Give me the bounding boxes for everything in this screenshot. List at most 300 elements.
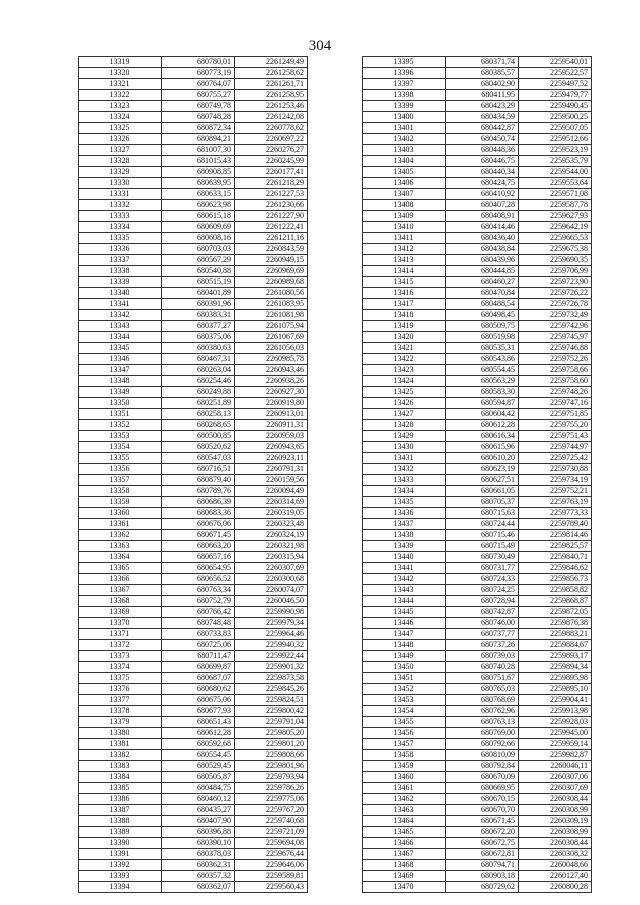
x-coordinate-cell: 680408,91 [446,211,519,222]
y-coordinate-cell: 2259512,66 [519,134,592,145]
table-row [363,651,592,662]
point-number-cell: 13444 [363,596,446,607]
point-number-cell: 13457 [363,739,446,750]
y-coordinate-cell: 2259873,58 [235,673,308,684]
point-number-cell: 13373 [79,651,162,662]
y-coordinate-cell: 2259747,16 [519,398,592,409]
x-coordinate-cell: 680460,12 [162,794,235,805]
x-coordinate-cell: 680254,46 [162,376,235,387]
table-row [79,695,308,706]
point-number-cell: 13340 [79,288,162,299]
x-coordinate-cell: 680535,31 [446,343,519,354]
point-number-cell: 13323 [79,101,162,112]
table-row [363,365,592,376]
table-row [79,772,308,783]
table-row [79,783,308,794]
y-coordinate-cell: 2259744,97 [519,442,592,453]
y-coordinate-cell: 2260778,62 [235,123,308,134]
y-coordinate-cell: 2259901,32 [235,662,308,673]
table-row [79,794,308,805]
x-coordinate-cell: 680563,29 [446,376,519,387]
x-coordinate-cell: 680609,69 [162,222,235,233]
table-row [79,882,308,893]
table-row [79,464,308,475]
point-number-cell: 13346 [79,354,162,365]
point-number-cell: 13338 [79,266,162,277]
x-coordinate-cell: 680766,42 [162,607,235,618]
y-coordinate-cell: 2260324,19 [235,530,308,541]
y-coordinate-cell: 2260321,98 [235,541,308,552]
y-coordinate-cell: 2260314,69 [235,497,308,508]
point-number-cell: 13385 [79,783,162,794]
x-coordinate-cell: 680765,03 [446,684,519,695]
point-number-cell: 13425 [363,387,446,398]
point-number-cell: 13464 [363,816,446,827]
y-coordinate-cell: 2261261,71 [235,79,308,90]
x-coordinate-cell: 680711,47 [162,651,235,662]
point-number-cell: 13470 [363,882,446,893]
y-coordinate-cell: 2259748,26 [519,387,592,398]
x-coordinate-cell: 680879,40 [162,475,235,486]
y-coordinate-cell: 2259868,87 [519,596,592,607]
y-coordinate-cell: 2259805,20 [235,728,308,739]
table-row [79,486,308,497]
y-coordinate-cell: 2260315,94 [235,552,308,563]
x-coordinate-cell: 680749,78 [162,101,235,112]
x-coordinate-cell: 680728,94 [446,596,519,607]
table-row [363,629,592,640]
point-number-cell: 13465 [363,827,446,838]
point-number-cell: 13468 [363,860,446,871]
table-row [79,761,308,772]
table-row [363,530,592,541]
table-row [363,233,592,244]
y-coordinate-cell: 2259940,32 [235,640,308,651]
x-coordinate-cell: 680268,65 [162,420,235,431]
table-row [363,728,592,739]
table-row [363,684,592,695]
x-coordinate-cell: 680396,88 [162,827,235,838]
x-coordinate-cell: 680768,69 [446,695,519,706]
x-coordinate-cell: 680671,45 [162,530,235,541]
table-row [363,772,592,783]
x-coordinate-cell: 680748,48 [162,618,235,629]
table-row [79,497,308,508]
y-coordinate-cell: 2260943,65 [235,442,308,453]
x-coordinate-cell: 680378,03 [162,849,235,860]
table-row [363,376,592,387]
x-coordinate-cell: 680554,45 [446,365,519,376]
y-coordinate-cell: 2259535,79 [519,156,592,167]
point-number-cell: 13397 [363,79,446,90]
point-number-cell: 13342 [79,310,162,321]
point-number-cell: 13432 [363,464,446,475]
y-coordinate-cell: 2259742,96 [519,321,592,332]
x-coordinate-cell: 680737,26 [446,640,519,651]
x-coordinate-cell: 680258,13 [162,409,235,420]
y-coordinate-cell: 2260911,31 [235,420,308,431]
point-number-cell: 13430 [363,442,446,453]
point-number-cell: 13412 [363,244,446,255]
table-row [363,431,592,442]
table-row [363,475,592,486]
point-number-cell: 13426 [363,398,446,409]
table-row [363,222,592,233]
table-row [79,673,308,684]
table-row [79,607,308,618]
point-number-cell: 13451 [363,673,446,684]
point-number-cell: 13449 [363,651,446,662]
point-number-cell: 13369 [79,607,162,618]
table-row [79,640,308,651]
x-coordinate-cell: 680540,88 [162,266,235,277]
y-coordinate-cell: 2260308,32 [519,849,592,860]
x-coordinate-cell: 680554,45 [162,750,235,761]
table-row [363,409,592,420]
point-number-cell: 13332 [79,200,162,211]
table-row [79,728,308,739]
table-row [363,321,592,332]
point-number-cell: 13354 [79,442,162,453]
point-number-cell: 13352 [79,420,162,431]
x-coordinate-cell: 680731,77 [446,563,519,574]
y-coordinate-cell: 2259752,26 [519,354,592,365]
table-row [363,57,592,68]
x-coordinate-cell: 680672,81 [446,849,519,860]
table-row [79,453,308,464]
y-coordinate-cell: 2259884,67 [519,640,592,651]
y-coordinate-cell: 2259990,98 [235,607,308,618]
x-coordinate-cell: 680440,34 [446,167,519,178]
x-coordinate-cell: 680592,68 [162,739,235,750]
point-number-cell: 13439 [363,541,446,552]
point-number-cell: 13386 [79,794,162,805]
x-coordinate-cell: 680567,29 [162,255,235,266]
table-row [79,101,308,112]
point-number-cell: 13418 [363,310,446,321]
point-number-cell: 13360 [79,508,162,519]
y-coordinate-cell: 2259791,04 [235,717,308,728]
y-coordinate-cell: 2259665,53 [519,233,592,244]
y-coordinate-cell: 2259755,20 [519,420,592,431]
table-row [363,849,592,860]
point-number-cell: 13351 [79,409,162,420]
table-row [363,255,592,266]
y-coordinate-cell: 2259751,43 [519,431,592,442]
y-coordinate-cell: 2259883,21 [519,629,592,640]
y-coordinate-cell: 2260127,40 [519,871,592,882]
y-coordinate-cell: 2259522,57 [519,68,592,79]
y-coordinate-cell: 2260307,06 [519,772,592,783]
x-coordinate-cell: 680435,27 [162,805,235,816]
x-coordinate-cell: 680448,36 [446,145,519,156]
point-number-cell: 13427 [363,409,446,420]
point-number-cell: 13398 [363,90,446,101]
point-number-cell: 13448 [363,640,446,651]
table-row [363,178,592,189]
x-coordinate-cell: 680515,19 [162,277,235,288]
table-row [79,112,308,123]
coordinates-table-body [363,57,592,893]
point-number-cell: 13322 [79,90,162,101]
point-number-cell: 13414 [363,266,446,277]
table-row [79,178,308,189]
x-coordinate-cell: 680699,87 [162,662,235,673]
point-number-cell: 13437 [363,519,446,530]
y-coordinate-cell: 2260308,99 [519,827,592,838]
table-row [79,145,308,156]
point-number-cell: 13356 [79,464,162,475]
y-coordinate-cell: 2261083,95 [235,299,308,310]
table-row [79,541,308,552]
table-row [79,222,308,233]
table-row [363,486,592,497]
y-coordinate-cell: 2261081,98 [235,310,308,321]
point-number-cell: 13328 [79,156,162,167]
y-coordinate-cell: 2261249,49 [235,57,308,68]
point-number-cell: 13442 [363,574,446,585]
point-number-cell: 13334 [79,222,162,233]
x-coordinate-cell: 680438,84 [446,244,519,255]
point-number-cell: 13403 [363,145,446,156]
point-number-cell: 13400 [363,112,446,123]
point-number-cell: 13466 [363,838,446,849]
point-number-cell: 13353 [79,431,162,442]
x-coordinate-cell: 680402,90 [446,79,519,90]
point-number-cell: 13463 [363,805,446,816]
table-row [79,706,308,717]
table-row [363,101,592,112]
y-coordinate-cell: 2259894,34 [519,662,592,673]
table-row [363,310,592,321]
y-coordinate-cell: 2260943,46 [235,365,308,376]
point-number-cell: 13395 [363,57,446,68]
y-coordinate-cell: 2259913,98 [519,706,592,717]
point-number-cell: 13348 [79,376,162,387]
x-coordinate-cell: 680669,95 [446,783,519,794]
point-number-cell: 13366 [79,574,162,585]
point-number-cell: 13320 [79,68,162,79]
y-coordinate-cell: 2259676,44 [235,849,308,860]
table-row [363,794,592,805]
y-coordinate-cell: 2260949,15 [235,255,308,266]
table-row [363,343,592,354]
x-coordinate-cell: 680460,27 [446,277,519,288]
table-row [79,277,308,288]
y-coordinate-cell: 2259732,49 [519,310,592,321]
table-row [79,684,308,695]
y-coordinate-cell: 2259734,19 [519,475,592,486]
x-coordinate-cell: 680604,42 [446,409,519,420]
table-row [363,167,592,178]
point-number-cell: 13327 [79,145,162,156]
x-coordinate-cell: 680410,92 [446,189,519,200]
y-coordinate-cell: 2260048,66 [519,860,592,871]
table-row [363,574,592,585]
point-number-cell: 13330 [79,178,162,189]
table-row [363,607,592,618]
x-coordinate-cell: 680670,70 [446,805,519,816]
x-coordinate-cell: 680748,28 [162,112,235,123]
x-coordinate-cell: 680362,31 [162,860,235,871]
y-coordinate-cell: 2259801,96 [235,761,308,772]
point-number-cell: 13381 [79,739,162,750]
y-coordinate-cell: 2259553,64 [519,178,592,189]
y-coordinate-cell: 2259928,03 [519,717,592,728]
point-number-cell: 13453 [363,695,446,706]
point-number-cell: 13355 [79,453,162,464]
y-coordinate-cell: 2260046,50 [235,596,308,607]
x-coordinate-cell: 680792,84 [446,761,519,772]
x-coordinate-cell: 680724,44 [446,519,519,530]
x-coordinate-cell: 680390,10 [162,838,235,849]
y-coordinate-cell: 2260307,69 [519,783,592,794]
table-row [79,618,308,629]
point-number-cell: 13378 [79,706,162,717]
x-coordinate-cell: 680661,05 [446,486,519,497]
y-coordinate-cell: 2260309,19 [519,816,592,827]
table-row [363,717,592,728]
point-number-cell: 13452 [363,684,446,695]
table-row [79,805,308,816]
y-coordinate-cell: 2259725,42 [519,453,592,464]
table-row [79,552,308,563]
x-coordinate-cell: 680769,00 [446,728,519,739]
point-number-cell: 13435 [363,497,446,508]
coordinates-table-right [362,56,592,893]
table-row [363,68,592,79]
point-number-cell: 13392 [79,860,162,871]
y-coordinate-cell: 2261056,03 [235,343,308,354]
x-coordinate-cell: 680670,09 [446,772,519,783]
y-coordinate-cell: 2259544,00 [519,167,592,178]
x-coordinate-cell: 680543,86 [446,354,519,365]
point-number-cell: 13458 [363,750,446,761]
y-coordinate-cell: 2259500,25 [519,112,592,123]
table-row [363,750,592,761]
point-number-cell: 13407 [363,189,446,200]
x-coordinate-cell: 680411,95 [446,90,519,101]
x-coordinate-cell: 680529,45 [162,761,235,772]
point-number-cell: 13393 [79,871,162,882]
x-coordinate-cell: 680380,63 [162,343,235,354]
table-row [79,299,308,310]
x-coordinate-cell: 680729,62 [446,882,519,893]
y-coordinate-cell: 2259964,46 [235,629,308,640]
y-coordinate-cell: 2259642,19 [519,222,592,233]
point-number-cell: 13446 [363,618,446,629]
x-coordinate-cell: 680623,19 [446,464,519,475]
table-row [363,332,592,343]
table-row [363,79,592,90]
y-coordinate-cell: 2259767,20 [235,805,308,816]
y-coordinate-cell: 2259490,45 [519,101,592,112]
table-row [363,387,592,398]
y-coordinate-cell: 2260319,05 [235,508,308,519]
y-coordinate-cell: 2259825,57 [519,541,592,552]
point-number-cell: 13341 [79,299,162,310]
table-row [79,816,308,827]
x-coordinate-cell: 680680,62 [162,684,235,695]
point-number-cell: 13409 [363,211,446,222]
point-number-cell: 13391 [79,849,162,860]
x-coordinate-cell: 680612,28 [446,420,519,431]
point-number-cell: 13447 [363,629,446,640]
x-coordinate-cell: 680715,46 [446,530,519,541]
x-coordinate-cell: 680498,45 [446,310,519,321]
x-coordinate-cell: 680375,06 [162,332,235,343]
point-number-cell: 13416 [363,288,446,299]
table-row [79,409,308,420]
table-row [363,299,592,310]
point-number-cell: 13370 [79,618,162,629]
y-coordinate-cell: 2260843,59 [235,244,308,255]
table-row [363,112,592,123]
table-row [79,871,308,882]
point-number-cell: 13389 [79,827,162,838]
table-row [363,497,592,508]
table-row [363,585,592,596]
y-coordinate-cell: 2261227,90 [235,211,308,222]
point-number-cell: 13405 [363,167,446,178]
point-number-cell: 13374 [79,662,162,673]
x-coordinate-cell: 680610,20 [446,453,519,464]
table-row [79,860,308,871]
point-number-cell: 13365 [79,563,162,574]
coordinates-table-left [78,56,308,893]
point-number-cell: 13396 [363,68,446,79]
y-coordinate-cell: 2261080,56 [235,288,308,299]
table-row [363,563,592,574]
table-row [79,156,308,167]
y-coordinate-cell: 2260697,22 [235,134,308,145]
table-row [363,706,592,717]
point-number-cell: 13371 [79,629,162,640]
point-number-cell: 13333 [79,211,162,222]
x-coordinate-cell: 680594,87 [446,398,519,409]
y-coordinate-cell: 2260159,56 [235,475,308,486]
point-number-cell: 13347 [79,365,162,376]
y-coordinate-cell: 2260989,68 [235,277,308,288]
y-coordinate-cell: 2259808,66 [235,750,308,761]
table-row [363,354,592,365]
y-coordinate-cell: 2261242,08 [235,112,308,123]
table-row [363,277,592,288]
y-coordinate-cell: 2260923,11 [235,453,308,464]
y-coordinate-cell: 2259824,51 [235,695,308,706]
x-coordinate-cell: 680764,07 [162,79,235,90]
table-row [79,475,308,486]
point-number-cell: 13434 [363,486,446,497]
x-coordinate-cell: 680715,49 [446,541,519,552]
y-coordinate-cell: 2260308,44 [519,794,592,805]
x-coordinate-cell: 680627,51 [446,475,519,486]
y-coordinate-cell: 2259479,77 [519,90,592,101]
y-coordinate-cell: 2259786,26 [235,783,308,794]
y-coordinate-cell: 2259726,22 [519,288,592,299]
x-coordinate-cell: 680740,28 [446,662,519,673]
y-coordinate-cell: 2261230,66 [235,200,308,211]
point-number-cell: 13394 [79,882,162,893]
x-coordinate-cell: 680519,98 [446,332,519,343]
x-coordinate-cell: 681007,30 [162,145,235,156]
point-number-cell: 13455 [363,717,446,728]
x-coordinate-cell: 680676,06 [162,519,235,530]
y-coordinate-cell: 2260959,03 [235,431,308,442]
table-row [79,508,308,519]
y-coordinate-cell: 2259893,17 [519,651,592,662]
table-row [363,882,592,893]
